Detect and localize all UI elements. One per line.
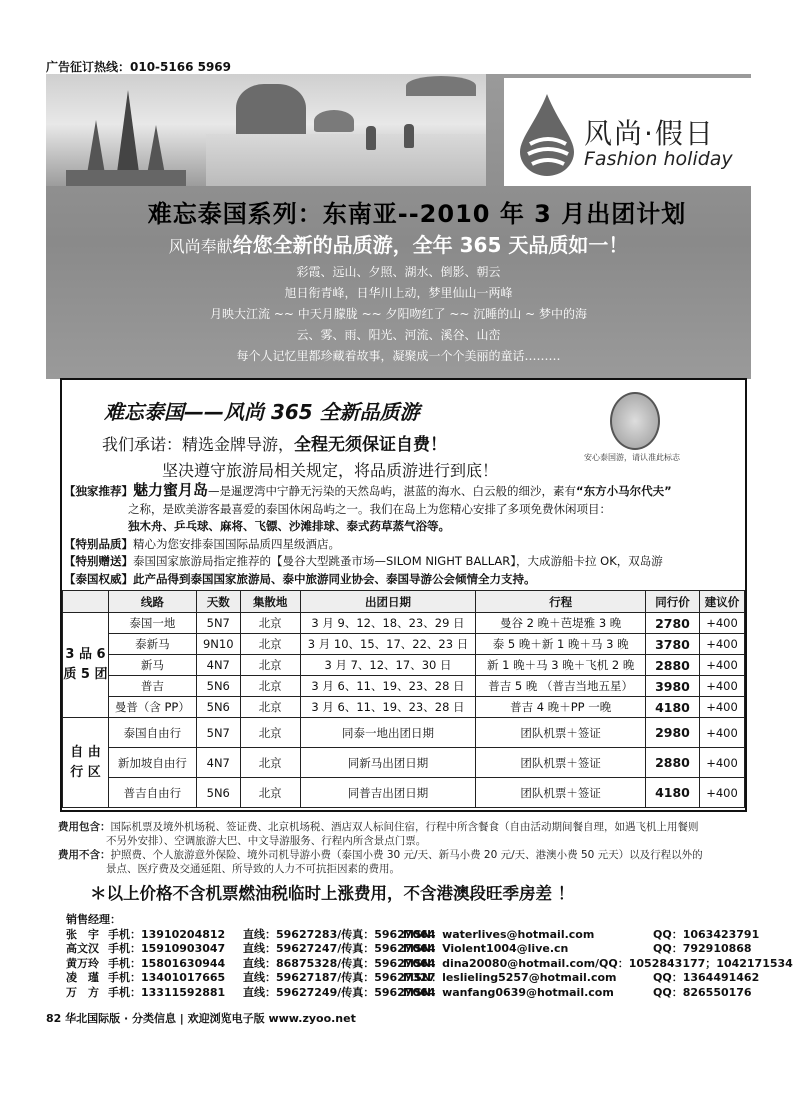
contact-mobile: 手机：13401017665: [108, 971, 226, 984]
cell-suggested: +400: [699, 634, 744, 655]
cell-price: 3780: [646, 634, 700, 655]
contact-name: 万 方: [66, 985, 99, 999]
temple-illustration: [66, 80, 186, 186]
contact-msn: MSN：dina20080@hotmail.com/QQ：1052843177；1042171534: [403, 956, 793, 970]
cell-price: 4180: [646, 697, 700, 718]
sales-contacts: [66, 913, 793, 1000]
cell-price: 2980: [646, 718, 700, 748]
note-quality: [64, 536, 742, 554]
cell-price: 2880: [646, 655, 700, 676]
contact-tel: 直线：59627249/传真：59627064: [243, 985, 436, 999]
cell-dates: 3 月 7、12、17、30 日: [300, 655, 476, 676]
contact-mobile: 手机：15801630944: [108, 956, 226, 970]
fee-include: [58, 820, 748, 834]
cell-city: 北京: [240, 655, 300, 676]
table-row: [63, 718, 745, 748]
contact-name: 高文汉: [66, 942, 99, 955]
fee-notes: [58, 820, 748, 876]
hero-banner: [46, 74, 751, 379]
cell-dates: 3 月 6、11、19、23、28 日: [300, 697, 476, 718]
cell-itinerary: 曼谷 2 晚＋芭堤雅 3 晚: [476, 613, 646, 634]
contact-qq: QQ：792910868: [653, 942, 752, 955]
cell-route: 普吉自由行: [108, 778, 196, 808]
header-cell: 天数: [196, 591, 240, 613]
fee-label: 费用包含：: [58, 821, 111, 833]
cell-price: 2880: [646, 748, 700, 778]
note-text: 泰国国家旅游局指定推荐的【曼谷大型跳蚤市场—SILOM NIGHT BALLAR】，大成游船卡拉 OK，双岛游: [133, 554, 663, 568]
cell-days: 5N6: [196, 778, 240, 808]
cell-price: 2780: [646, 613, 700, 634]
cell-price: 3980: [646, 676, 700, 697]
contact-mobile: 手机：13311592881: [108, 985, 226, 999]
cell-city: 北京: [240, 697, 300, 718]
contact-tel: 直线：59627283/传真：59627064: [243, 927, 436, 941]
promise-lead: 我们承诺：精选金牌导游，: [102, 435, 295, 454]
cell-itinerary: 团队机票＋签证: [476, 718, 646, 748]
contact-qq: QQ：826550176: [653, 985, 752, 999]
table-row: [63, 613, 745, 634]
contact-qq: QQ：1063423791: [653, 927, 760, 941]
ad-hotline: 广告征订热线：010-5166 5969: [46, 60, 232, 74]
cell-route: 曼普（含 PP）: [108, 697, 196, 718]
table-row: [63, 748, 745, 778]
brand-name-en: Fashion holiday: [584, 148, 733, 170]
cell-days: 4N7: [196, 655, 240, 676]
contact-qq: QQ：1364491462: [653, 971, 760, 984]
cell-dates: 同新马出团日期: [300, 748, 476, 778]
note-label: 【特别赠送】: [64, 554, 133, 568]
price-warning: ＊以上价格不含机票燃油税临时上涨费用，不含港澳段旺季房差 ！: [90, 884, 575, 903]
table-header: [63, 591, 745, 613]
cell-dates: 同普吉出团日期: [300, 778, 476, 808]
table-row: [63, 778, 745, 808]
fee-text-line: 景点、医疗费及交通延阻、所导致的人力不可抗拒因素的费用。: [106, 863, 400, 875]
promise-bold: 全程无须保证自费！: [294, 435, 448, 455]
contact-tel: 直线：59627247/传真：59627064: [243, 942, 436, 955]
tour-table: [62, 590, 745, 808]
note-text: 此产品得到泰国国家旅游局、泰中旅游同业协会、泰国导游公会倾情全力支持。: [133, 571, 536, 586]
cell-suggested: +400: [699, 676, 744, 697]
rock-island: [314, 110, 354, 132]
contact-msn: MSN：Violent1004@live.cn: [403, 942, 569, 955]
contact-mobile: 手机：13910204812: [108, 927, 226, 941]
cell-city: 北京: [240, 613, 300, 634]
contact-row: [66, 942, 793, 957]
rock-island: [406, 76, 476, 96]
fee-text: 护照费、个人旅游意外保险、境外司机导游小费（泰国小费 30 元/天、新马小费 20 元/天、港澳小费 50 元天）以及行程以外的: [110, 849, 703, 861]
promise-line-1: [102, 430, 447, 455]
contact-msn: MSN：leslieling5257@hotmail.com: [403, 971, 617, 984]
cell-route: 泰国一地: [108, 613, 196, 634]
page-footer: 82 华北国际版 · 分类信息 | 欢迎浏览电子版 www.zyoo.net: [46, 1012, 356, 1025]
contact-row: [66, 986, 793, 1001]
swimmer-figure: [404, 124, 414, 148]
cell-days: 5N7: [196, 718, 240, 748]
note-label: 【泰国权威】: [64, 571, 133, 586]
group-label: 3 品 6 质 5 团: [63, 613, 109, 718]
product-box: [60, 378, 747, 812]
poem-line: 每个人记忆里都珍藏着故事，凝聚成一个个美丽的童话………: [236, 349, 561, 363]
brand-name-cn: 风尚·假日: [584, 117, 715, 150]
contact-msn: MSN：wanfang0639@hotmail.com: [403, 985, 614, 999]
cell-route: 新加坡自由行: [108, 748, 196, 778]
brand-logo: [504, 78, 751, 186]
cell-dates: 同泰一地出团日期: [300, 718, 476, 748]
note-label: 【特别品质】: [64, 536, 133, 551]
group-label: 自 由 行 区: [63, 718, 109, 808]
cell-suggested: +400: [699, 778, 744, 808]
cell-city: 北京: [240, 718, 300, 748]
note-highlight: “东方小马尔代夫”: [576, 484, 672, 498]
cell-suggested: +400: [699, 748, 744, 778]
cell-route: 泰国自由行: [108, 718, 196, 748]
cell-days: 5N7: [196, 613, 240, 634]
cell-city: 北京: [240, 634, 300, 655]
contact-row: [66, 971, 793, 986]
header-cell: 出团日期: [300, 591, 476, 613]
table-row: [63, 655, 745, 676]
cell-route: 新马: [108, 655, 196, 676]
note-authority: [64, 571, 742, 589]
island-name: 魅力蜜月岛: [133, 481, 209, 499]
drop-logo-icon: [518, 92, 576, 176]
header-blank: [63, 591, 109, 613]
contact-row: [66, 957, 793, 972]
cell-city: 北京: [240, 778, 300, 808]
header-cell: 集散地: [240, 591, 300, 613]
cell-suggested: +400: [699, 613, 744, 634]
cell-days: 4N7: [196, 748, 240, 778]
note-exclusive: [64, 482, 742, 501]
contact-tel: 直线：59627187/传真：59627327: [243, 971, 436, 984]
swimmer-figure: [366, 126, 376, 150]
cell-dates: 3 月 10、15、17、22、23 日: [300, 634, 476, 655]
cell-city: 北京: [240, 748, 300, 778]
cell-days: 5N6: [196, 697, 240, 718]
cell-itinerary: 普吉 5 晚 （普吉当地五星）: [476, 676, 646, 697]
fee-text: 国际机票及境外机场税、签证费、北京机场税、酒店双人标间住宿，行程中所含餐食（自由活动期间餐自理，如遇飞机上用餐则: [110, 821, 699, 833]
cell-route: 普吉: [108, 676, 196, 697]
cell-city: 北京: [240, 676, 300, 697]
header-cell: 建议价: [699, 591, 744, 613]
poem-line: 云、雾、雨、阳光、河流、溪谷、山峦: [296, 328, 501, 342]
sea: [206, 134, 486, 186]
cell-itinerary: 团队机票＋签证: [476, 778, 646, 808]
contact-name: 张 宇: [66, 927, 99, 941]
poem-line: 旭日衔青峰，日华川上动，梦里仙山一两峰: [284, 286, 513, 300]
note-gift: [64, 553, 742, 571]
cell-dates: 3 月 9、12、18、23、29 日: [300, 613, 476, 634]
table-row: [63, 697, 745, 718]
table-row: [63, 676, 745, 697]
note-text: 精心为您安排泰国国际品质四星级酒店。: [133, 536, 340, 551]
seal-caption: 安心泰国游，请认准此标志: [584, 453, 680, 462]
cell-itinerary: 泰 5 晚＋新 1 晚＋马 3 晚: [476, 634, 646, 655]
fee-exclude: [58, 848, 748, 862]
contact-name: 凌 瑾: [66, 971, 99, 984]
table-row: [63, 634, 745, 655]
note-text: —是暹逻湾中宁静无污染的天然岛屿，湛蓝的海水、白云般的细沙，素有: [208, 484, 577, 498]
poem-line: 月映大江流 ~~ 中天月朦胧 ~~ 夕阳吻红了 ~~ 沉睡的山 ~ 梦中的海: [210, 307, 587, 321]
note-label: 【独家推荐】: [64, 484, 133, 498]
poem: [46, 262, 751, 367]
cell-itinerary: 团队机票＋签证: [476, 748, 646, 778]
contact-row: [66, 928, 793, 943]
fee-text-line: 不另外安排）、空调旅游大巴、中文导游服务、行程内所含景点门票。: [106, 835, 427, 847]
poem-line: 彩霞、远山、夕照、湖水、倒影、朝云: [296, 265, 501, 279]
contacts-heading: 销售经理：: [66, 913, 121, 926]
contact-tel: 直线：86875328/传真：59627064: [243, 956, 436, 970]
cell-suggested: +400: [699, 718, 744, 748]
cell-days: 5N6: [196, 676, 240, 697]
feature-notes: [64, 482, 742, 588]
header-cell: 线路: [108, 591, 196, 613]
header-cell: 行程: [476, 591, 646, 613]
product-title: 难忘泰国——风尚 365 全新品质游: [104, 400, 420, 424]
contact-mobile: 手机：15910903047: [108, 942, 226, 955]
cell-itinerary: 普吉 4 晚＋PP 一晚: [476, 697, 646, 718]
tourism-seal-icon: [610, 392, 660, 450]
cell-suggested: +400: [699, 655, 744, 676]
fee-label: 费用不含：: [58, 849, 111, 861]
cell-suggested: +400: [699, 697, 744, 718]
note-activities: 独木舟、乒乓球、麻将、飞镖、沙滩排球、泰式药草蒸气浴等。: [128, 519, 450, 533]
contact-name: 黄万玲: [66, 956, 99, 970]
cell-price: 4180: [646, 778, 700, 808]
cell-days: 9N10: [196, 634, 240, 655]
contact-msn: MSN：waterlives@hotmail.com: [403, 927, 595, 941]
cell-itinerary: 新 1 晚＋马 3 晚＋飞机 2 晚: [476, 655, 646, 676]
promise-line-2: 坚决遵守旅游局相关规定，将品质游进行到底！: [162, 461, 499, 480]
subhead: [46, 229, 751, 258]
cell-dates: 3 月 6、11、19、23、28 日: [300, 676, 476, 697]
subhead-lead: 风尚奉献: [168, 237, 233, 256]
header-cell: 同行价: [646, 591, 700, 613]
headline: 难忘泰国系列：东南亚--2010 年 3 月出团计划: [147, 200, 687, 228]
subhead-main: 给您全新的品质游，全年 365 天品质如一！: [232, 233, 629, 257]
cell-route: 泰新马: [108, 634, 196, 655]
note-text-line: 之称，是欧美游客最喜爱的泰国休闲岛屿之一。我们在岛上为您精心安排了多项免费休闲项目：: [128, 501, 611, 516]
thailand-photo: [46, 74, 486, 186]
